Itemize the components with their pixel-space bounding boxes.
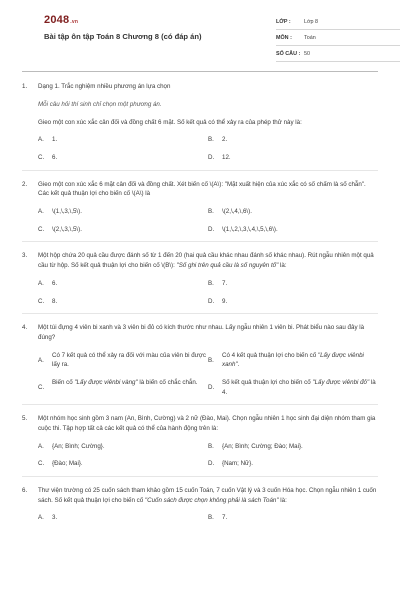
section-instruction: Mỗi câu hỏi thí sinh chỉ chọn một phương án. xyxy=(38,100,162,108)
meta-row-question-count: SỐ CÂU : 50 xyxy=(276,46,400,62)
question-separator xyxy=(22,476,378,477)
option-d[interactable]: D. \(1,\,2,\,3,\,4,\,5,\,6\). xyxy=(208,225,278,233)
answer-options xyxy=(38,513,378,523)
document-meta xyxy=(276,14,400,62)
option-c[interactable]: C. Biến cố "Lấy được viênbi vàng" là biến cố chắc chắn. xyxy=(38,378,198,391)
option-d[interactable]: D. 9. xyxy=(208,297,228,305)
option-b[interactable]: B. \(2,\,4,\,6\). xyxy=(208,208,252,216)
header-divider xyxy=(22,71,378,72)
question-text: Một nhóm học sinh gồm 3 nam (An, Bình, Cường) và 2 nữ (Đào, Mai). Chọn ngẫu nhiên 1 học sinh đại diện nhóm tham gia cuộc thi. Tập hợp tất cả các kết quả có thể của hành động trên là: xyxy=(38,415,376,432)
option-a[interactable]: A. 6. xyxy=(38,279,58,287)
option-b[interactable]: B. {An; Bình; Cường; Đào; Mai}. xyxy=(208,442,303,450)
section-heading: Dạng 1. Trắc nghiệm nhiều phương án lựa chọn xyxy=(38,83,171,90)
question-separator xyxy=(22,241,378,242)
question-separator xyxy=(22,404,378,405)
option-c[interactable]: C. 8. xyxy=(38,297,58,305)
question-6: 6. Thư viện trường có 25 cuốn sách tham khảo gồm 15 cuốn Toán, 7 cuốn Vật lý và 3 cuốn Hóa học. Chọn ngẫu nhiên 1 cuốn sách. Số kết quả thuận lợi cho biến cố "Cuốn sách được chọn không phải là sách Toán" là: A. 3. B. 7. xyxy=(22,486,377,522)
option-b[interactable]: B. Có 4 kết quả thuận lợi cho biến cố "Lấy được viênbi xanh". xyxy=(208,351,364,369)
answer-options xyxy=(38,351,378,397)
answer-options xyxy=(38,135,378,162)
option-c[interactable]: C. \(2,\,3,\,5\). xyxy=(38,225,82,233)
question-text: Gieo một con xúc xắc 6 mặt cân đối và đồng chất. Xét biến cố \(A\): "Mặt xuất hiện của xúc xắc có số chấm là số chẵn". Các kết quả thuận lợi cho biến cố \(A\) là xyxy=(38,180,366,198)
option-c[interactable]: C. 6. xyxy=(38,153,58,161)
option-d[interactable]: D. 12. xyxy=(208,153,231,161)
question-separator xyxy=(22,313,378,314)
question-1: 1. Dạng 1. Trắc nghiệm nhiều phương án lựa chọn Mỗi câu hỏi thí sinh chỉ chọn một phương án. Gieo một con xúc xắc cân đối và đồng chất 6 mặt. Số kết quả có thể xảy ra của phép thử này là: A. 1. B. 2. C. 6. D. 12. xyxy=(22,82,378,163)
meta-row-subject: MÔN : Toán xyxy=(276,30,400,46)
question-text: Thư viện trường có 25 cuốn sách tham khảo gồm 15 cuốn Toán, 7 cuốn Vật lý và 3 cuốn Hóa học. Chọn ngẫu nhiên 1 cuốn sách. Số kết quả thuận lợi cho biến cố "Cuốn sách được chọn không phải là sách Toán" là: xyxy=(38,486,377,504)
option-a[interactable]: A. \(1,\,3,\,5\). xyxy=(38,208,82,216)
question-3: 3. Một hộp chứa 20 quả cầu được đánh số từ 1 đến 20 (hai quả cầu khác nhau đánh số khác nhau). Rút ngẫu nhiên một quả cầu từ hộp. Số kết quả thuận lợi cho biến cố \(B\): "Số ghi trên quả cầu là số nguyên tố" là: A. 6. B. 7. C. 8. D. 9. xyxy=(22,251,378,306)
option-a[interactable]: A. Có 7 kết quả có thể xảy ra đối với màu của viên bi được lấy ra. xyxy=(38,351,206,369)
option-d[interactable]: D. Số kết quả thuận lợi cho biến cố "Lấy được viênbi đỏ" là 4. xyxy=(208,378,376,396)
document-header xyxy=(22,0,378,70)
option-b[interactable]: B. 7. xyxy=(208,279,228,287)
question-text: Gieo một con xúc xắc cân đối và đồng chất 6 mặt. Số kết quả có thể xảy ra của phép thử này là: xyxy=(38,118,302,126)
question-list xyxy=(22,82,378,523)
answer-options xyxy=(38,207,378,234)
meta-row-class: LỚP : Lớp 8 xyxy=(276,14,400,30)
question-2: 2. Gieo một con xúc xắc 6 mặt cân đối và đồng chất. Xét biến cố \(A\): "Mặt xuất hiện của xúc xắc có số chấm là số chẵn". Các kết quả thuận lợi cho biến cố \(A\) là A. \(1,\,3,\,5\). B. \(2,\,4,\,6\). C. \(2,\,3,\,5\). D. \(1,\,2,\,3,\,4,\,5,\,6\). xyxy=(22,180,378,235)
option-c[interactable]: C. {Đào; Mai}. xyxy=(38,460,83,468)
question-text: Một hộp chứa 20 quả cầu được đánh số từ 1 đến 20 (hai quả cầu khác nhau đánh số khác nhau). Rút ngẫu nhiên một quả cầu từ hộp. Số kết quả thuận lợi cho biến cố \(B\): "Số ghi trên quả cầu là số nguyên tố" là: xyxy=(38,252,374,270)
option-a[interactable]: A. 3. xyxy=(38,514,58,522)
option-a[interactable]: A. {An; Bình; Cường}. xyxy=(38,442,105,450)
document-title: Bài tập ôn tập Toán 8 Chương 8 (có đáp án) xyxy=(44,32,202,41)
site-logo[interactable]: 2048.vn xyxy=(44,14,79,26)
question-5: 5. Một nhóm học sinh gồm 3 nam (An, Bình, Cường) và 2 nữ (Đào, Mai). Chọn ngẫu nhiên 1 học sinh đại diện nhóm tham gia cuộc thi. Tập hợp tất cả các kết quả có thể của hành động trên là: A. {An; Bình; Cường}. B. {An; Bình; Cường; Đào; Mai}. C. {Đào; Mai}. D. {Nam; Nữ}. xyxy=(22,414,378,469)
option-b[interactable]: B. 2. xyxy=(208,136,228,144)
question-separator xyxy=(22,170,378,171)
answer-options xyxy=(38,442,378,469)
question-4: 4. Một túi đựng 4 viên bi xanh và 3 viên bi đỏ có kích thước như nhau. Lấy ngẫu nhiên 1 viên bi. Phát biểu nào sau đây là đúng? A. Có 7 kết quả có thể xảy ra đối với màu của viên bi được lấy ra. B. Có 4 kết quả thuận lợi cho biến cố "Lấy được viênbi xanh". C. Biến cố "Lấy được viênbi vàng" là biến cố chắc chắn. D. Số kết quả thuận lợi cho biến cố "Lấy được viênbi đỏ" là 4. xyxy=(22,323,378,397)
option-b[interactable]: B. 7. xyxy=(208,514,228,522)
answer-options xyxy=(38,279,378,306)
question-text: Một túi đựng 4 viên bi xanh và 3 viên bi đỏ có kích thước như nhau. Lấy ngẫu nhiên 1 viên bi. Phát biểu nào sau đây là đúng? xyxy=(38,324,365,341)
option-d[interactable]: D. {Nam; Nữ}. xyxy=(208,460,253,468)
option-a[interactable]: A. 1. xyxy=(38,136,58,144)
